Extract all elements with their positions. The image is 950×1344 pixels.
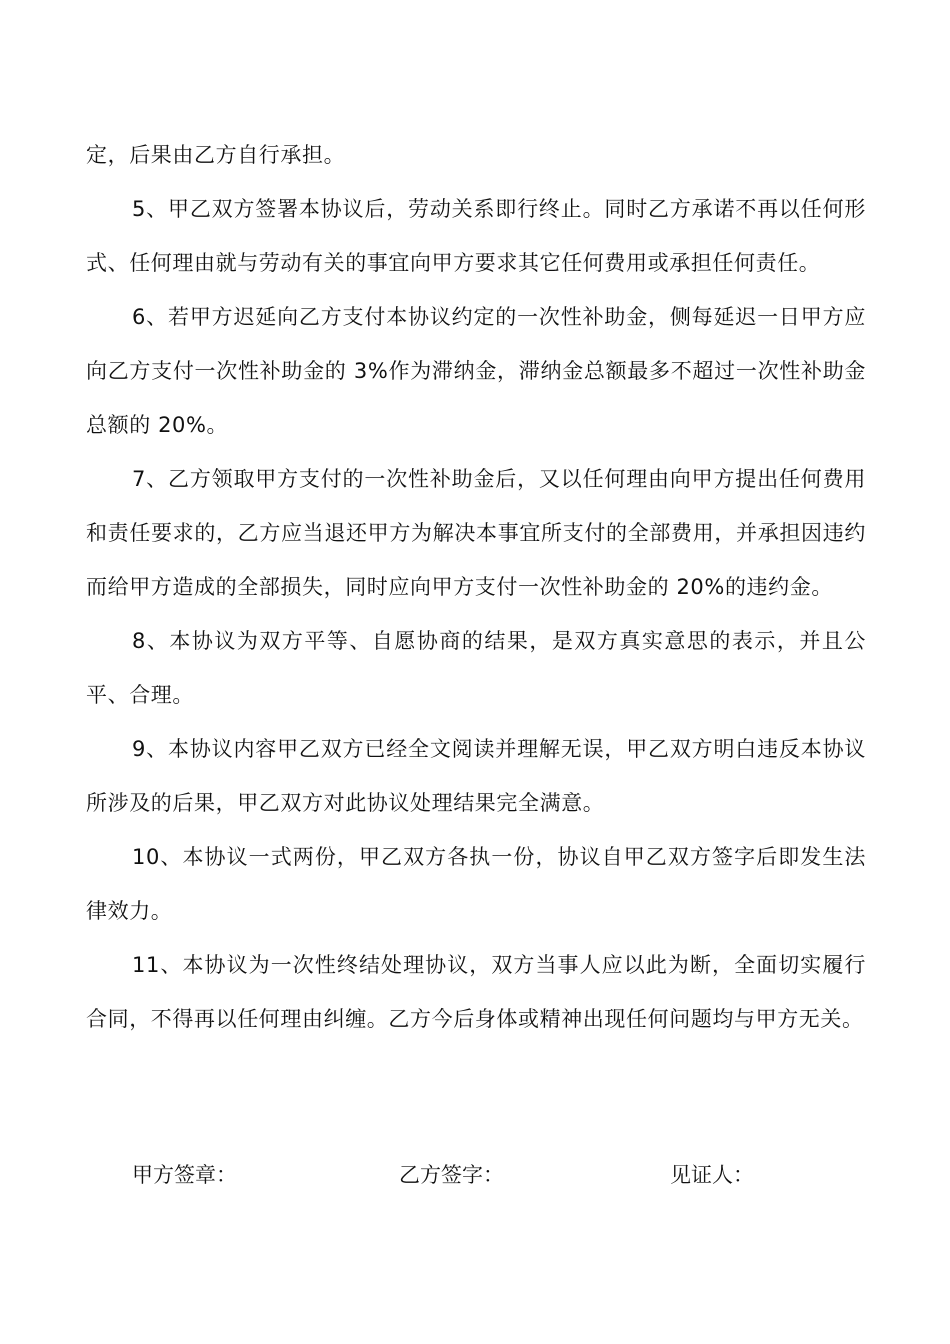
clause-7: 7、乙方领取甲方支付的一次性补助金后，又以任何理由向甲方提出任何费用和责任要求的，乙方应当退还甲方为解决本事宜所支付的全部费用，并承担因违约而给甲方造成的全部损失，同时应向甲方支付一次性补助金的 20%的违约金。 — [86, 467, 866, 599]
clause-10: 10、本协议一式两份，甲乙双方各执一份，协议自甲乙双方签字后即发生法律效力。 — [86, 845, 866, 923]
clause-8: 8、本协议为双方平等、自愿协商的结果，是双方真实意思的表示，并且公平、合理。 — [86, 629, 866, 707]
clause-9: 9、本协议内容甲乙双方已经全文阅读并理解无误，甲乙双方明白违反本协议所涉及的后果，甲乙双方对此协议处理结果完全满意。 — [86, 737, 866, 815]
clause-11: 11、本协议为一次性终结处理协议，双方当事人应以此为断，全面切实履行合同，不得再以任何理由纠缠。乙方今后身体或精神出现任何问题均与甲方无关。 — [86, 953, 866, 1031]
paragraph-continuation: 定，后果由乙方自行承担。 — [86, 143, 346, 167]
clause-6: 6、若甲方迟延向乙方支付本协议约定的一次性补助金，侧每延迟一日甲方应向乙方支付一次性补助金的 3%作为滞纳金，滞纳金总额最多不超过一次性补助金总额的 20%。 — [86, 305, 866, 437]
signature-line — [132, 1148, 852, 1202]
clause-5: 5、甲乙双方签署本协议后，劳动关系即行终止。同时乙方承诺不再以任何形式、任何理由就与劳动有关的事宜向甲方要求其它任何费用或承担任何责任。 — [86, 197, 866, 275]
party-b-signature-label: 乙方签字： — [399, 1163, 504, 1187]
agreement-body — [86, 128, 866, 1046]
party-a-signature-label: 甲方签章： — [132, 1163, 237, 1187]
witness-signature-label: 见证人： — [670, 1163, 754, 1187]
